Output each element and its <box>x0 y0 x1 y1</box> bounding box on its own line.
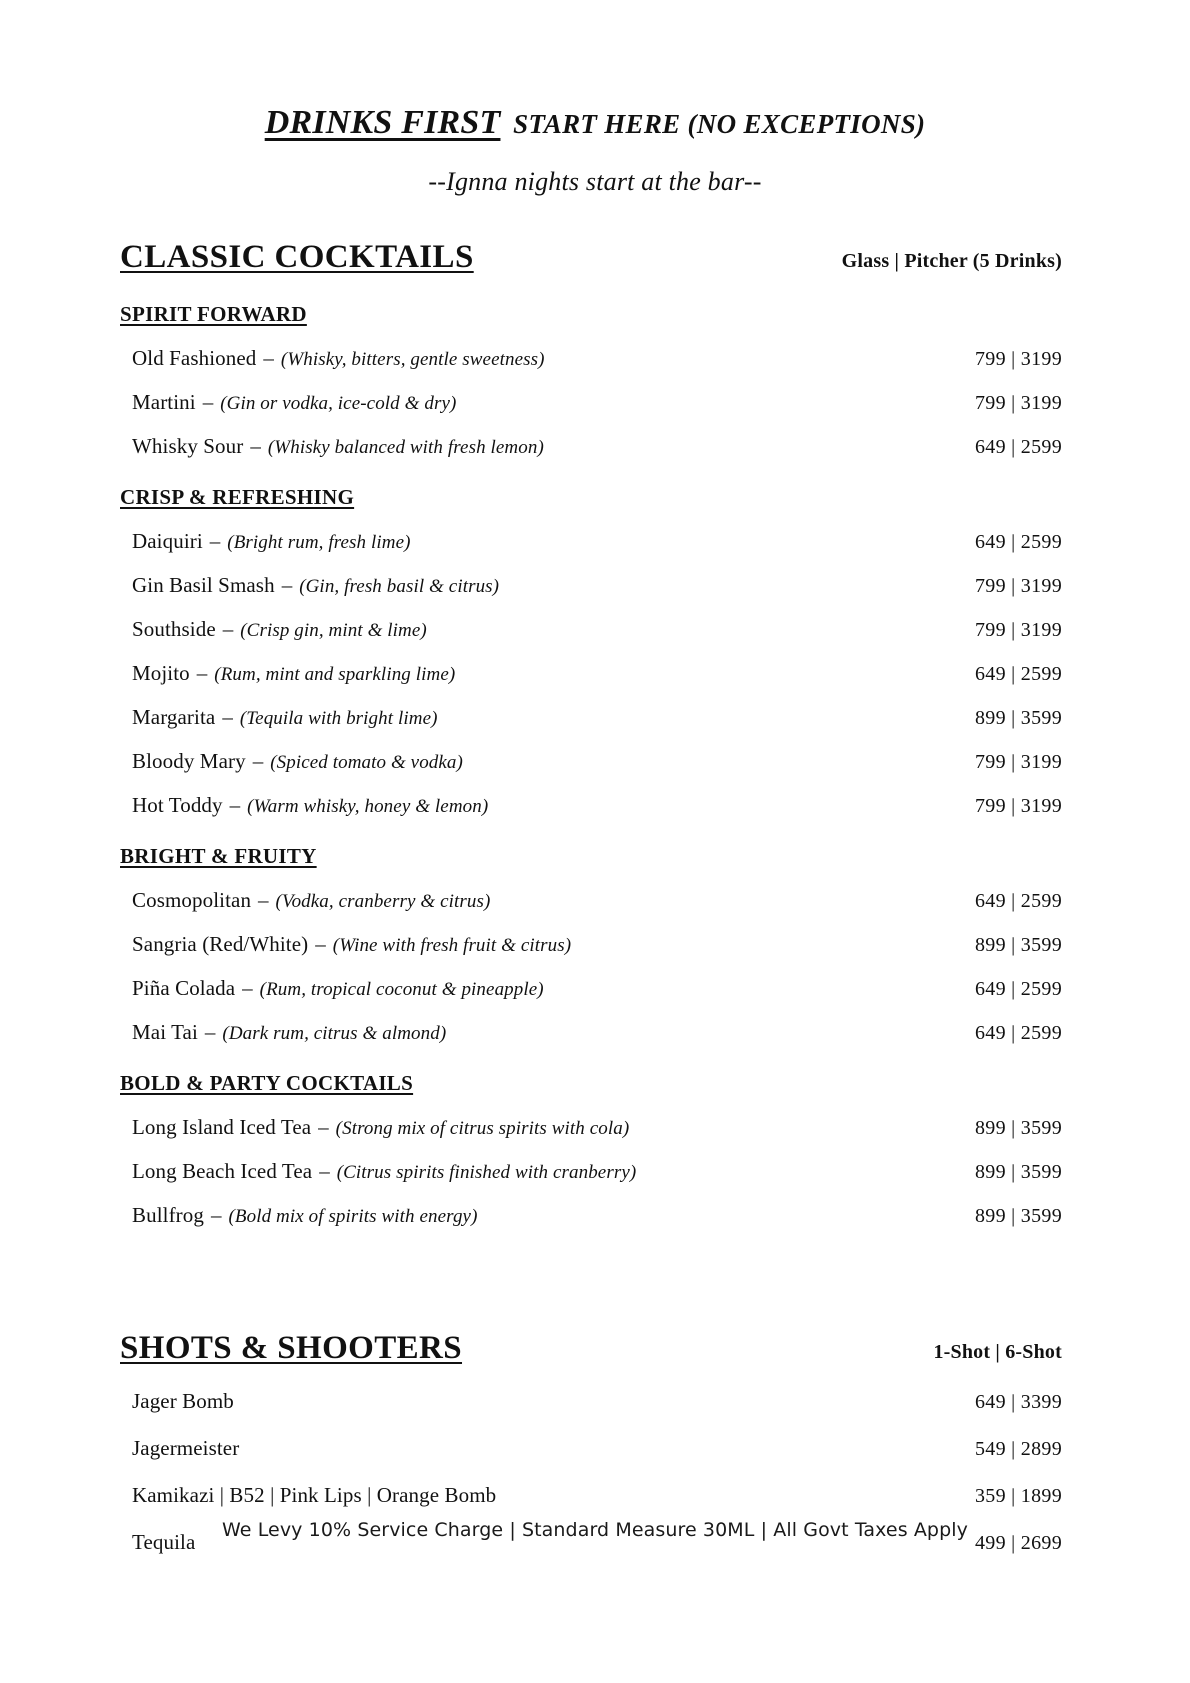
menu-tagline: --Ignna nights start at the bar-- <box>428 167 762 197</box>
menu-item-name: Jagermeister <box>132 1436 240 1461</box>
menu-item-price: 799 | 3199 <box>974 751 1062 774</box>
menu-item-price: 649 | 2599 <box>974 1022 1062 1045</box>
menu-item-price: 549 | 2899 <box>974 1438 1062 1461</box>
menu-item-left <box>132 888 490 913</box>
menu-item-price: 499 | 2699 <box>974 1532 1062 1555</box>
menu-item-row <box>120 529 1070 554</box>
menu-item-left <box>132 1483 496 1508</box>
menu-item-name: Martini <box>132 390 196 415</box>
menu-item-price: 649 | 3399 <box>974 1391 1062 1414</box>
menu-item-description: (Spiced tomato & vodka) <box>270 752 463 774</box>
menu-item-dash: – <box>252 749 264 774</box>
menu-item-description: (Warm whisky, honey & lemon) <box>247 796 489 818</box>
menu-item-row <box>120 617 1070 642</box>
menu-item-price: 799 | 3199 <box>974 575 1062 598</box>
menu-item-price: 899 | 3599 <box>974 1117 1062 1140</box>
menu-item-name: Tequila <box>132 1530 196 1555</box>
menu-item-price: 899 | 3599 <box>974 1205 1062 1228</box>
menu-item-row <box>120 573 1070 598</box>
menu-item-dash: – <box>202 390 214 415</box>
menu-item-left <box>132 1020 446 1045</box>
menu-item-row <box>120 1115 1070 1140</box>
shots-header-row <box>120 1330 1070 1367</box>
shots-title: SHOTS & SHOOTERS <box>120 1330 463 1367</box>
menu-item-left <box>132 793 488 818</box>
menu-item-dash: – <box>210 1203 222 1228</box>
masthead <box>120 0 1070 197</box>
menu-item-name: Hot Toddy <box>132 793 223 818</box>
menu-item-name: Bullfrog <box>132 1203 204 1228</box>
menu-item-dash: – <box>319 1159 330 1184</box>
cocktail-subsection-title: SPIRIT FORWARD <box>120 302 307 327</box>
menu-item-left <box>132 1389 234 1414</box>
menu-item-row <box>120 434 1070 459</box>
menu-item-row <box>120 976 1070 1001</box>
menu-item-name: Long Island Iced Tea <box>132 1115 312 1140</box>
menu-item-left <box>132 705 438 730</box>
menu-title-subtitle: START HERE (NO EXCEPTIONS) <box>513 109 926 139</box>
menu-item-description: (Wine with fresh fruit & citrus) <box>332 935 572 957</box>
menu-item-dash: – <box>250 434 261 459</box>
menu-item-left <box>132 390 456 415</box>
menu-item-description: (Vodka, cranberry & citrus) <box>275 891 491 913</box>
menu-item-name: Whisky Sour <box>132 434 244 459</box>
menu-item-description: (Gin or vodka, ice-cold & dry) <box>220 393 457 415</box>
menu-item-description: (Strong mix of citrus spirits with cola) <box>335 1118 630 1140</box>
cocktail-subsection-title: CRISP & REFRESHING <box>120 485 355 510</box>
menu-item-name: Old Fashioned <box>132 346 257 371</box>
menu-item-price: 649 | 2599 <box>974 531 1062 554</box>
menu-item-dash: – <box>222 705 233 730</box>
classic-cocktails-price-header: Glass | Pitcher (5 Drinks) <box>841 250 1062 273</box>
menu-item-row <box>120 888 1070 913</box>
menu-item-name: Gin Basil Smash <box>132 573 275 598</box>
menu-item-name: Bloody Mary <box>132 749 246 774</box>
menu-item-row <box>120 749 1070 774</box>
menu-item-name: Kamikazi | B52 | Pink Lips | Orange Bomb <box>132 1483 497 1508</box>
menu-item-row <box>120 346 1070 371</box>
menu-item-left <box>132 976 544 1001</box>
menu-item-left <box>132 346 545 371</box>
section-classic-cocktails <box>120 239 1070 1228</box>
menu-item-row <box>120 1203 1070 1228</box>
menu-item-price: 799 | 3199 <box>974 392 1062 415</box>
menu-item-name: Southside <box>132 617 216 642</box>
menu-item-name: Sangria (Red/White) <box>132 932 309 957</box>
cocktail-subsection-title: BRIGHT & FRUITY <box>120 844 317 869</box>
menu-item-dash: – <box>242 976 253 1001</box>
menu-item-name: Mojito <box>132 661 190 686</box>
menu-item-left <box>132 932 571 957</box>
menu-item-row <box>120 1436 1070 1461</box>
menu-item-description: (Dark rum, citrus & almond) <box>222 1023 447 1045</box>
menu-item-left <box>132 749 463 774</box>
menu-item-price: 799 | 3199 <box>974 348 1062 371</box>
menu-item-description: (Citrus spirits finished with cranberry) <box>336 1162 637 1184</box>
menu-item-left <box>132 1203 478 1228</box>
menu-item-description: (Crisp gin, mint & lime) <box>240 620 427 642</box>
classic-cocktails-title: CLASSIC COCKTAILS <box>120 239 474 276</box>
menu-item-name: Long Beach Iced Tea <box>132 1159 313 1184</box>
menu-item-name: Jager Bomb <box>132 1389 234 1414</box>
menu-item-price: 649 | 2599 <box>974 436 1062 459</box>
menu-item-dash: – <box>318 1115 329 1140</box>
menu-item-left <box>132 529 411 554</box>
menu-item-left <box>132 617 427 642</box>
menu-item-name: Mai Tai <box>132 1020 198 1045</box>
menu-item-dash: – <box>229 793 241 818</box>
menu-item-row <box>120 932 1070 957</box>
menu-item-dash: – <box>209 529 221 554</box>
menu-item-price: 649 | 2599 <box>974 890 1062 913</box>
menu-item-row <box>120 661 1070 686</box>
menu-item-dash: – <box>222 617 234 642</box>
menu-item-row <box>120 390 1070 415</box>
menu-item-name: Piña Colada <box>132 976 236 1001</box>
menu-item-dash: – <box>196 661 208 686</box>
menu-item-name: Cosmopolitan <box>132 888 252 913</box>
menu-item-left <box>132 1436 239 1461</box>
section-spacer <box>120 1228 1070 1288</box>
menu-item-left <box>132 1159 636 1184</box>
menu-item-name: Daiquiri <box>132 529 203 554</box>
menu-item-price: 649 | 2599 <box>974 663 1062 686</box>
menu-item-price: 359 | 1899 <box>974 1485 1062 1508</box>
menu-item-dash: – <box>204 1020 216 1045</box>
footer-note: We Levy 10% Service Charge | Standard Measure 30ML | All Govt Taxes Apply <box>222 1519 968 1541</box>
classic-cocktails-groups <box>120 302 1070 1228</box>
menu-item-dash: – <box>258 888 269 913</box>
menu-item-price: 899 | 3599 <box>974 934 1062 957</box>
menu-item-left <box>132 661 455 686</box>
menu-item-row <box>120 793 1070 818</box>
menu-item-row <box>120 705 1070 730</box>
shots-price-header: 1-Shot | 6-Shot <box>933 1341 1062 1364</box>
menu-item-left <box>132 434 544 459</box>
menu-item-dash: – <box>263 346 274 371</box>
menu-item-dash: – <box>281 573 293 598</box>
menu-item-price: 799 | 3199 <box>974 795 1062 818</box>
menu-item-price: 799 | 3199 <box>974 619 1062 642</box>
menu-item-description: (Rum, tropical coconut & pineapple) <box>259 979 544 1001</box>
menu-item-price: 899 | 3599 <box>974 707 1062 730</box>
menu-item-row <box>120 1483 1070 1508</box>
menu-item-description: (Gin, fresh basil & citrus) <box>299 576 500 598</box>
menu-item-description: (Tequila with bright lime) <box>239 708 438 730</box>
menu-item-price: 649 | 2599 <box>974 978 1062 1001</box>
menu-item-row <box>120 1159 1070 1184</box>
menu-item-description: (Bold mix of spirits with energy) <box>228 1206 478 1228</box>
menu-title <box>120 104 1070 141</box>
menu-item-left <box>132 573 499 598</box>
menu-title-main: DRINKS FIRST <box>264 104 501 141</box>
menu-item-description: (Whisky balanced with fresh lemon) <box>267 437 544 459</box>
menu-item-price: 899 | 3599 <box>974 1161 1062 1184</box>
cocktail-subsection-title: BOLD & PARTY COCKTAILS <box>120 1071 414 1096</box>
menu-item-row <box>120 1020 1070 1045</box>
menu-item-row <box>120 1389 1070 1414</box>
menu-item-description: (Bright rum, fresh lime) <box>227 532 411 554</box>
classic-cocktails-header-row <box>120 239 1070 276</box>
menu-item-name: Margarita <box>132 705 216 730</box>
menu-item-description: (Rum, mint and sparkling lime) <box>214 664 456 686</box>
menu-item-dash: – <box>315 932 326 957</box>
menu-item-description: (Whisky, bitters, gentle sweetness) <box>280 349 545 371</box>
menu-item-left <box>132 1115 629 1140</box>
